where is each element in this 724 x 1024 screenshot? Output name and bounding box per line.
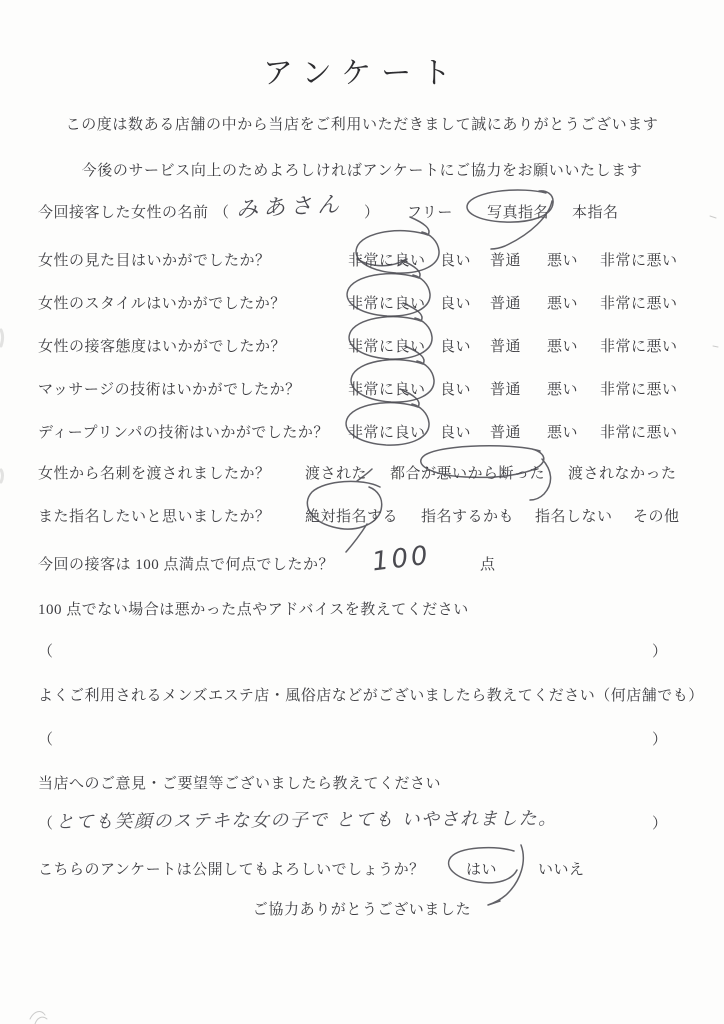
name-paren-open: （ (214, 205, 230, 221)
name-option-free: フリー (407, 205, 453, 221)
score-row (0, 553, 724, 575)
advice-paren-close: ） (652, 644, 668, 660)
closing-text: ご協力ありがとうございました (252, 902, 472, 918)
rating-option-normal: 普通 (490, 382, 522, 398)
card-option-not-received: 渡されなかった (568, 466, 677, 482)
rating-option-very-good: 非常に良い (348, 296, 426, 312)
advice-question-row (0, 598, 724, 620)
rating-option-very-good: 非常に良い (348, 382, 426, 398)
name-question-label: 今回接客した女性の名前 (38, 205, 209, 221)
rating-label: 女性の接客態度はいかがでしたか？ (38, 339, 287, 355)
intro-line-1: この度は数ある店舗の中から当店をご利用いただきまして誠にありがとうございます (65, 117, 659, 133)
score-label: 今回の接客は 100 点満点で何点でしたか？ (38, 557, 335, 573)
business-card-label: 女性から名刺を渡されましたか？ (38, 466, 271, 482)
name-question-row (0, 201, 724, 223)
scan-speck-right (710, 216, 718, 347)
repeat-label: また指名したいと思いましたか？ (38, 509, 271, 525)
rating-option-good: 良い (440, 296, 472, 312)
card-option-declined: 都合が悪いから断った (390, 466, 546, 482)
repeat-designation-row (0, 505, 724, 527)
other-shops-question-row (0, 684, 724, 706)
rating-row-service (0, 335, 724, 357)
publish-consent-row (0, 858, 724, 880)
handwritten-score: 100 (370, 540, 433, 578)
rating-option-very-good: 非常に良い (348, 425, 426, 441)
rating-row-looks (0, 249, 724, 271)
feedback-label: 当店へのご意見・ご要望等ございましたら教えてください (38, 776, 442, 792)
rating-option-normal: 普通 (490, 296, 522, 312)
handwritten-feedback: とても笑顔のステキな女の子で とても いやされました。 (55, 808, 558, 833)
rating-row-style (0, 292, 724, 314)
rating-row-massage (0, 378, 724, 400)
rating-option-very-bad: 非常に悪い (600, 296, 678, 312)
rating-option-bad: 悪い (547, 425, 579, 441)
rating-option-good: 良い (440, 253, 472, 269)
handwritten-name: みあさん (235, 192, 345, 223)
publish-label: こちらのアンケートは公開してもよろしいでしょうか？ (38, 862, 425, 878)
repeat-option-definitely: 絶対指名する (305, 509, 399, 525)
repeat-option-other: その他 (633, 509, 680, 525)
rating-option-very-bad: 非常に悪い (600, 425, 678, 441)
rating-option-very-bad: 非常に悪い (600, 339, 678, 355)
rating-row-lymph (0, 421, 724, 443)
name-paren-close: ） (364, 205, 380, 221)
feedback-paren-open: （ (38, 816, 54, 832)
rating-option-very-good: 非常に良い (348, 339, 426, 355)
other-shops-label: よくご利用されるメンズエステ店・風俗店などがございましたら教えてください（何店舗でも） (38, 688, 704, 704)
publish-option-yes: はい (466, 862, 498, 878)
rating-label: 女性の見た目はいかがでしたか？ (38, 253, 271, 269)
repeat-option-maybe: 指名するかも (421, 509, 515, 525)
rating-option-normal: 普通 (490, 425, 522, 441)
repeat-option-no: 指名しない (535, 509, 613, 525)
advice-label: 100 点でない場合は悪かった点やアドバイスを教えてください (38, 602, 469, 618)
advice-answer-row (0, 640, 724, 662)
rating-label: 女性のスタイルはいかがでしたか？ (38, 296, 286, 312)
business-card-row (0, 462, 724, 484)
rating-option-bad: 悪い (547, 382, 579, 398)
rating-option-good: 良い (440, 339, 472, 355)
rating-option-very-good: 非常に良い (348, 253, 426, 269)
scan-artifact (30, 1012, 47, 1024)
advice-paren-open: （ (38, 644, 54, 660)
score-unit: 点 (480, 557, 496, 573)
page-title: アンケート (262, 57, 462, 90)
rating-option-normal: 普通 (490, 253, 522, 269)
rating-option-very-bad: 非常に悪い (600, 253, 678, 269)
rating-option-bad: 悪い (547, 253, 579, 269)
rating-option-good: 良い (440, 382, 472, 398)
rating-option-very-bad: 非常に悪い (600, 382, 678, 398)
feedback-question-row (0, 772, 724, 794)
name-option-regular-designation: 本指名 (572, 205, 619, 221)
feedback-paren-close: ） (652, 816, 668, 832)
other-shops-paren-close: ） (652, 732, 668, 748)
card-option-received: 渡された (305, 466, 368, 482)
rating-option-normal: 普通 (490, 339, 522, 355)
rating-option-good: 良い (440, 425, 472, 441)
other-shops-paren-open: （ (38, 732, 54, 748)
publish-option-no: いいえ (538, 862, 585, 878)
name-option-photo-designation: 写真指名 (487, 205, 550, 221)
rating-label: ディープリンパの技術はいかがでしたか？ (38, 425, 329, 441)
intro-line-2: 今後のサービス向上のためよろしければアンケートにご協力をお願いいたします (81, 163, 643, 179)
rating-option-bad: 悪い (547, 339, 579, 355)
rating-option-bad: 悪い (547, 296, 579, 312)
rating-label: マッサージの技術はいかがでしたか？ (38, 382, 301, 398)
other-shops-answer-row (0, 728, 724, 750)
